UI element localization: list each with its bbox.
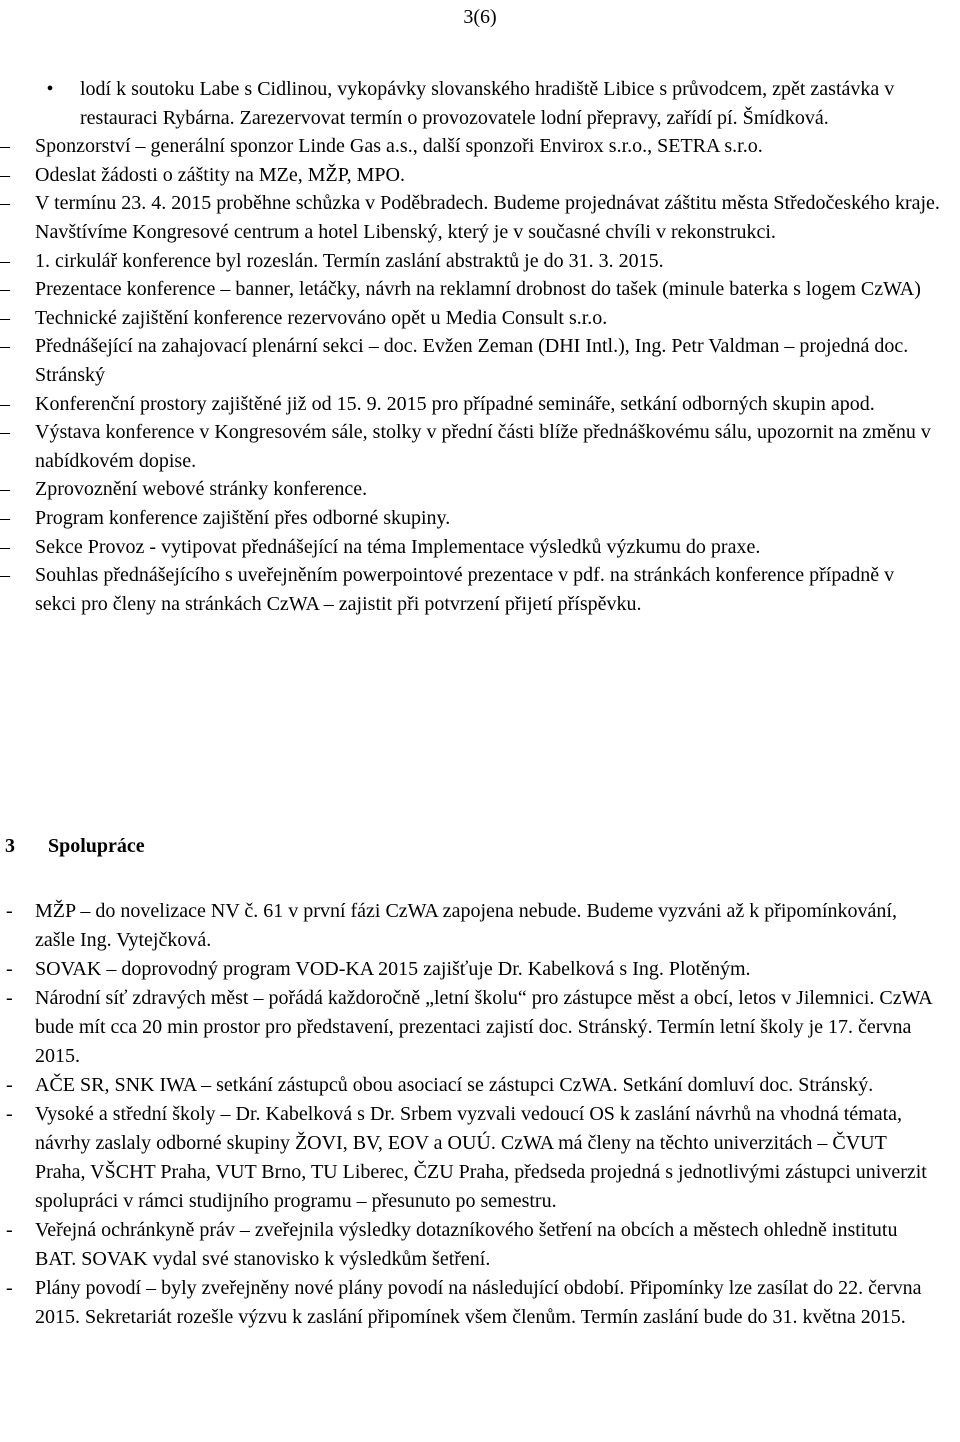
list-item bbox=[0, 390, 940, 419]
hyphen-marker: - bbox=[6, 987, 13, 1009]
list-item-text: Zprovoznění webové stránky konference. bbox=[35, 478, 368, 501]
list-item bbox=[0, 897, 940, 955]
list-item bbox=[0, 275, 940, 304]
list-item bbox=[0, 984, 940, 1071]
list-item bbox=[0, 1216, 940, 1274]
list-item-text: Program konference zajištění přes odborné skupiny. bbox=[35, 506, 451, 529]
list-item bbox=[0, 247, 940, 276]
list-item-text: AČE SR, SNK IWA – setkání zástupců obou asociací se zástupci CzWA. Setkání domluví doc. Stránský. bbox=[35, 1074, 874, 1096]
list-item bbox=[0, 475, 940, 504]
list-item-text: Národní síť zdravých měst – pořádá každoročně „letní školu“ pro zástupce měst a obcí, letos v Jilemnici. CzWA bude mít cca 20 min prostor pro představení, prezentaci zajistí doc. Stránský. Termín letní školy je 17. června 2015. bbox=[35, 987, 932, 1067]
list-item bbox=[0, 189, 940, 246]
dash-marker: – bbox=[0, 335, 10, 358]
list-item-text: Výstava konference v Kongresovém sále, stolky v přední části blíže přednáškovému sálu, upozornit na změnu v nabídkovém dopise. bbox=[35, 421, 931, 472]
list-item-bullet bbox=[0, 75, 940, 132]
dash-marker: – bbox=[0, 192, 10, 215]
cooperation-list bbox=[0, 897, 960, 1332]
hyphen-marker: - bbox=[6, 958, 13, 980]
hyphen-marker: - bbox=[6, 1219, 13, 1241]
dash-marker: – bbox=[0, 278, 10, 301]
list-item-text: Přednášející na zahajovací plenární sekci – doc. Evžen Zeman (DHI Intl.), Ing. Petr Valdman – projedná doc. Stránský bbox=[35, 335, 909, 386]
list-item-text: Sponzorství – generální sponzor Linde Gas a.s., další sponzoři Envirox s.r.o., SETRA s.r.o. bbox=[35, 135, 763, 158]
hyphen-marker: - bbox=[6, 900, 13, 922]
list-item-text: Plány povodí – byly zveřejněny nové plány povodí na následující období. Připomínky lze zasílat do 22. června 2015. Sekretariát rozešle výzvu k zaslání připomínek všem členům. Termín zaslání bude do 31. května 2015. bbox=[35, 1277, 922, 1328]
dash-marker: – bbox=[0, 306, 10, 329]
list-item-text: V termínu 23. 4. 2015 proběhne schůzka v Poděbradech. Budeme projednávat záštitu města Středočeského kraje. Navštívíme Kongresové centrum a hotel Libenský, který je v současné chvíli v rekonstrukci. bbox=[35, 192, 940, 243]
dash-marker: – bbox=[0, 135, 10, 158]
dash-marker: – bbox=[0, 478, 10, 501]
dash-marker: – bbox=[0, 506, 10, 529]
dash-marker: – bbox=[0, 249, 10, 272]
list-item bbox=[0, 304, 940, 333]
list-item bbox=[0, 504, 940, 533]
dash-marker: – bbox=[0, 535, 10, 558]
section-title: Spolupráce bbox=[48, 835, 145, 857]
list-item-text: Konferenční prostory zajištěné již od 15. 9. 2015 pro případné semináře, setkání odborných skupin apod. bbox=[35, 392, 875, 415]
list-item bbox=[0, 132, 940, 161]
list-item-text: Veřejná ochránkyně práv – zveřejnila výsledky dotazníkového šetření na obcích a městech ohledně institutu BAT. SOVAK vydal své stanovisko k výsledkům šetření. bbox=[35, 1219, 898, 1270]
list-item-text: MŽP – do novelizace NV č. 61 v první fázi CzWA zapojena nebude. Budeme vyzváni až k připomínkování, zašle Ing. Vytejčková. bbox=[35, 900, 897, 951]
list-item-text: Odeslat žádosti o záštity na MZe, MŽP, MPO. bbox=[35, 163, 405, 186]
dash-marker: – bbox=[0, 564, 10, 587]
list-item-text: lodí k soutoku Labe s Cidlinou, vykopávky slovanského hradiště Libice s průvodcem, zpět zastávka v restauraci Rybárna. Zarezervovat termín o provozovatele lodní přepravy, zařídí pí. Šmídková. bbox=[80, 78, 895, 129]
list-item bbox=[0, 561, 940, 618]
list-item bbox=[0, 161, 940, 190]
dash-marker: – bbox=[0, 392, 10, 415]
section-number: 3 bbox=[5, 835, 15, 857]
list-item-text: Prezentace konference – banner, letáčky, návrh na reklamní drobnost do tašek (minule baterka s logem CzWA) bbox=[35, 278, 921, 301]
list-item bbox=[0, 418, 940, 475]
list-item bbox=[0, 1274, 940, 1332]
list-item-text: Sekce Provoz - vytipovat přednášející na téma Implementace výsledků výzkumu do praxe. bbox=[35, 535, 761, 558]
list-item bbox=[0, 332, 940, 389]
list-item-text: 1. cirkulář konference byl rozeslán. Termín zaslání abstraktů je do 31. 3. 2015. bbox=[35, 249, 664, 272]
list-item bbox=[0, 1071, 940, 1100]
action-list bbox=[0, 75, 960, 618]
hyphen-marker: - bbox=[6, 1103, 13, 1125]
list-item-text: Souhlas přednášejícího s uveřejněním powerpointové prezentace v pdf. na stránkách konference případně v sekci pro členy na stránkách CzWA – zajistit při potvrzení přijetí příspěvku. bbox=[35, 564, 895, 615]
list-item-text: Vysoké a střední školy – Dr. Kabelková s Dr. Srbem vyzvali vedoucí OS k zaslání návrhů na vhodná témata, návrhy zaslaly odborné skupiny ŽOVI, BV, EOV a OUÚ. CzWA má členy na těchto univerzitách – ČVUT Praha, VŠCHT Praha, VUT Brno, TU Liberec, ČZU Praha, předseda projedná s jednotlivými zástupci univerzit spolupráci v rámci studijního programu – přesunuto po semestru. bbox=[35, 1103, 927, 1212]
list-item bbox=[0, 1100, 940, 1216]
page-number: 3(6) bbox=[463, 6, 497, 28]
dash-marker: – bbox=[0, 421, 10, 444]
list-item-text: Technické zajištění konference rezervováno opět u Media Consult s.r.o. bbox=[35, 306, 608, 329]
list-item-text: SOVAK – doprovodný program VOD-KA 2015 zajišťuje Dr. Kabelková s Ing. Plotěným. bbox=[35, 958, 751, 980]
list-item bbox=[0, 533, 940, 562]
dash-marker: – bbox=[0, 163, 10, 186]
bullet-marker: • bbox=[46, 78, 54, 100]
hyphen-marker: - bbox=[6, 1277, 13, 1299]
hyphen-marker: - bbox=[6, 1074, 13, 1096]
list-item bbox=[0, 955, 940, 984]
